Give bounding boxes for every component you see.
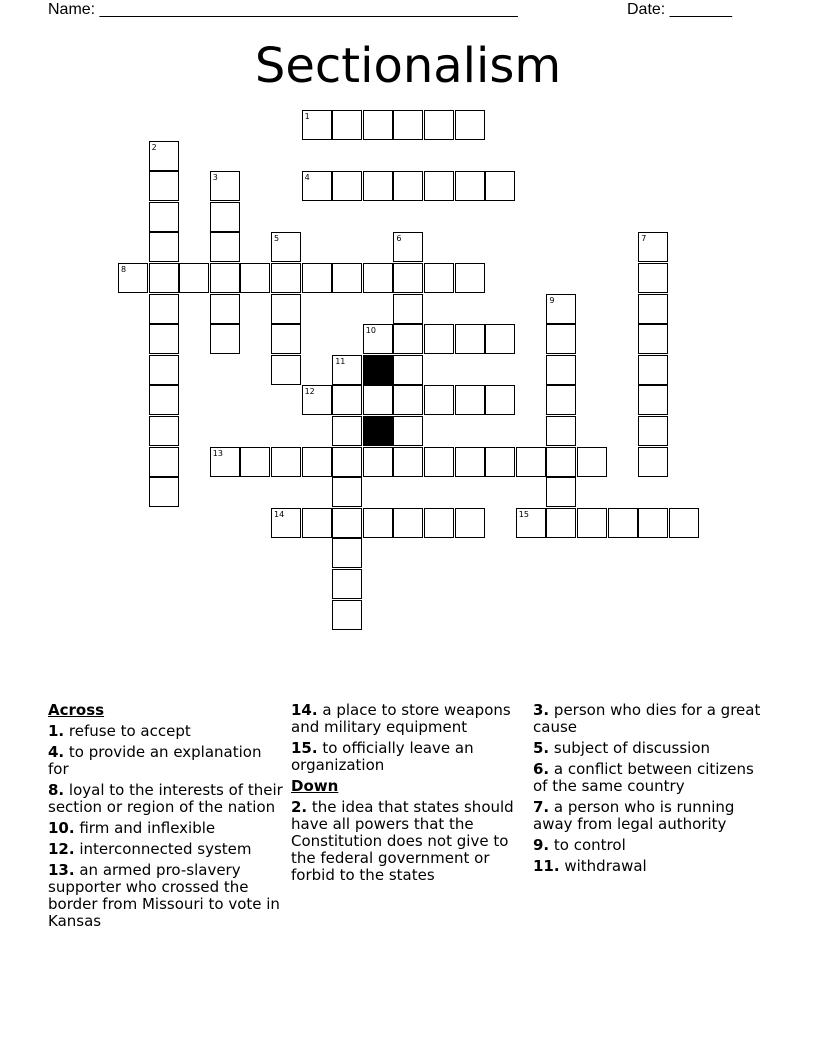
grid-cell[interactable] — [332, 355, 362, 385]
clue-text: to officially leave an organization — [291, 739, 474, 774]
clue-text: subject of discussion — [553, 739, 711, 757]
grid-cell[interactable] — [332, 538, 362, 568]
grid-cell[interactable] — [271, 232, 301, 262]
clue-number-label: 10 — [365, 326, 376, 336]
down-heading: Down — [291, 777, 339, 795]
clue-number: 9. — [533, 836, 550, 854]
grid-cell[interactable] — [149, 447, 179, 477]
clue-number: 5. — [533, 739, 550, 757]
grid-cell[interactable] — [240, 447, 270, 477]
grid-cell[interactable] — [149, 171, 179, 201]
grid-cell[interactable] — [302, 447, 332, 477]
grid-cell[interactable] — [516, 508, 546, 538]
clue-number: 11. — [533, 857, 560, 875]
grid-cell[interactable] — [577, 508, 607, 538]
name-line: Name: _______________________________________________ — [48, 1, 518, 18]
clue-number-label: 6 — [396, 234, 402, 244]
down-clue-11 — [533, 858, 769, 875]
grid-cell[interactable] — [546, 447, 576, 477]
grid-cell[interactable] — [485, 385, 515, 415]
grid-cell[interactable] — [424, 447, 454, 477]
across-clue-15 — [291, 740, 527, 774]
grid-cell[interactable] — [332, 416, 362, 446]
grid-cell[interactable] — [455, 324, 485, 354]
grid-cell[interactable] — [332, 385, 362, 415]
grid-cell[interactable] — [302, 385, 332, 415]
grid-cell[interactable] — [424, 171, 454, 201]
grid-cell[interactable] — [393, 324, 423, 354]
grid-cell[interactable] — [240, 263, 270, 293]
clue-number: 15. — [291, 739, 318, 757]
grid-cell[interactable] — [149, 477, 179, 507]
grid-cell[interactable] — [546, 508, 576, 538]
grid-cell[interactable] — [271, 508, 301, 538]
grid-cell[interactable] — [516, 447, 546, 477]
grid-cell[interactable] — [638, 416, 668, 446]
grid-cell[interactable] — [271, 355, 301, 385]
clues-column-3 — [533, 702, 769, 879]
across-clue-1 — [48, 723, 284, 740]
grid-cell[interactable] — [210, 202, 240, 232]
clue-text: withdrawal — [564, 857, 647, 875]
clue-number: 1. — [48, 722, 65, 740]
grid-cell[interactable] — [179, 263, 209, 293]
clue-text: loyal to the interests of their section or region of the nation — [48, 781, 283, 816]
clue-number: 6. — [533, 760, 550, 778]
grid-cell[interactable] — [271, 263, 301, 293]
grid-cell[interactable] — [271, 447, 301, 477]
grid-cell[interactable] — [149, 385, 179, 415]
grid-cell[interactable] — [271, 324, 301, 354]
grid-cell[interactable] — [210, 263, 240, 293]
clue-number-label: 12 — [304, 387, 315, 397]
grid-cell[interactable] — [455, 385, 485, 415]
grid-cell[interactable] — [302, 110, 332, 140]
grid-cell[interactable] — [393, 355, 423, 385]
grid-cell[interactable] — [638, 263, 668, 293]
grid-cell[interactable] — [485, 324, 515, 354]
clue-text: interconnected system — [79, 840, 252, 858]
grid-cell[interactable] — [669, 508, 699, 538]
grid-cell[interactable] — [332, 263, 362, 293]
grid-cell[interactable] — [332, 477, 362, 507]
clue-number: 3. — [533, 701, 550, 719]
grid-cell[interactable] — [210, 447, 240, 477]
date-line: Date: _______ — [627, 1, 732, 18]
grid-cell[interactable] — [149, 416, 179, 446]
grid-cell[interactable] — [485, 171, 515, 201]
clue-number-label: 4 — [304, 173, 310, 183]
across-clue-4 — [48, 744, 284, 778]
grid-cell[interactable] — [363, 508, 393, 538]
clue-number: 13. — [48, 861, 75, 879]
clue-number-label: 2 — [151, 142, 157, 152]
clue-number-label: 8 — [121, 265, 127, 274]
grid-cell[interactable] — [332, 447, 362, 477]
grid-cell[interactable] — [546, 324, 576, 354]
down-clue-2 — [291, 799, 527, 884]
clue-text: to provide an explanation for — [48, 743, 262, 778]
grid-cell[interactable] — [577, 447, 607, 477]
grid-cell[interactable] — [424, 110, 454, 140]
grid-cell[interactable] — [455, 171, 485, 201]
grid-cell[interactable] — [363, 324, 393, 354]
clues-column-2 — [291, 702, 527, 888]
grid-cell[interactable] — [455, 447, 485, 477]
grid-cell[interactable] — [393, 294, 423, 324]
grid-cell[interactable] — [363, 447, 393, 477]
clue-text: to control — [553, 836, 626, 854]
clue-number-label: 14 — [274, 509, 285, 519]
grid-cell[interactable] — [424, 508, 454, 538]
down-clue-3 — [533, 702, 769, 736]
clue-text: a person who is running away from legal authority — [533, 798, 735, 833]
grid-cell[interactable] — [302, 508, 332, 538]
grid-cell[interactable] — [149, 294, 179, 324]
grid-cell[interactable] — [363, 171, 393, 201]
grid-cell[interactable] — [393, 385, 423, 415]
down-clue-6 — [533, 761, 769, 795]
clue-text: the idea that states should have all powers that the Constitution does not give to the federal government or forbid to the states — [291, 798, 514, 884]
clue-number-label: 1 — [304, 112, 310, 121]
grid-cell[interactable] — [546, 416, 576, 446]
clue-number: 4. — [48, 743, 65, 761]
across-clue-8 — [48, 782, 284, 816]
down-clue-9 — [533, 837, 769, 854]
grid-cell[interactable] — [210, 294, 240, 324]
black-square — [363, 355, 393, 385]
grid-cell[interactable] — [638, 385, 668, 415]
grid-cell[interactable] — [149, 202, 179, 232]
grid-cell[interactable] — [302, 171, 332, 201]
grid-cell[interactable] — [393, 171, 423, 201]
clue-text: firm and inflexible — [79, 819, 216, 837]
grid-cell[interactable] — [638, 508, 668, 538]
clues-column-1 — [48, 702, 284, 934]
clue-text: a place to store weapons and military equipment — [291, 701, 511, 736]
clue-number-label: 5 — [274, 234, 280, 244]
black-square — [363, 416, 393, 446]
clue-number: 2. — [291, 798, 308, 816]
across-clue-14 — [291, 702, 527, 736]
clue-number: 12. — [48, 840, 75, 858]
clue-number-label: 15 — [518, 509, 529, 519]
grid-cell[interactable] — [424, 324, 454, 354]
grid-cell[interactable] — [149, 355, 179, 385]
across-heading: Across — [48, 701, 105, 719]
grid-cell[interactable] — [393, 263, 423, 293]
clue-number: 10. — [48, 819, 75, 837]
grid-cell[interactable] — [363, 263, 393, 293]
clue-text: refuse to accept — [68, 722, 191, 740]
across-clue-13 — [48, 862, 284, 930]
grid-cell[interactable] — [149, 141, 179, 171]
clue-text: an armed pro-slavery supporter who crossed the border from Missouri to vote in Kansas — [48, 861, 280, 930]
grid-cell[interactable] — [332, 110, 362, 140]
grid-cell[interactable] — [546, 477, 576, 507]
grid-cell[interactable] — [638, 324, 668, 354]
clue-number: 14. — [291, 701, 318, 719]
grid-cell[interactable] — [210, 232, 240, 262]
grid-cell[interactable] — [363, 385, 393, 415]
clue-text: person who dies for a great cause — [533, 701, 761, 736]
grid-cell[interactable] — [546, 385, 576, 415]
grid-cell[interactable] — [608, 508, 638, 538]
grid-cell[interactable] — [332, 171, 362, 201]
clue-number: 7. — [533, 798, 550, 816]
down-clue-7 — [533, 799, 769, 833]
grid-cell[interactable] — [455, 508, 485, 538]
grid-cell[interactable] — [455, 263, 485, 293]
clue-number-label: 7 — [641, 234, 647, 244]
grid-cell[interactable] — [393, 232, 423, 262]
page-title: Sectionalism — [254, 38, 562, 94]
grid-cell[interactable] — [638, 232, 668, 262]
grid-cell[interactable] — [546, 294, 576, 324]
across-clue-10 — [48, 820, 284, 837]
grid-cell[interactable] — [455, 110, 485, 140]
grid-cell[interactable] — [332, 569, 362, 599]
clue-number: 8. — [48, 781, 65, 799]
grid-cell[interactable] — [393, 110, 423, 140]
grid-cell[interactable] — [638, 294, 668, 324]
grid-cell[interactable] — [332, 600, 362, 630]
clue-number-label: 11 — [335, 356, 346, 366]
grid-cell[interactable] — [149, 324, 179, 354]
down-clue-5 — [533, 740, 769, 757]
grid-cell[interactable] — [424, 385, 454, 415]
grid-cell[interactable] — [393, 416, 423, 446]
grid-cell[interactable] — [363, 110, 393, 140]
clue-text: a conflict between citizens of the same country — [533, 760, 754, 795]
grid-cell[interactable] — [149, 263, 179, 293]
clue-number-label: 3 — [212, 173, 218, 183]
grid-cell[interactable] — [302, 263, 332, 293]
grid-cell[interactable] — [210, 324, 240, 354]
grid-cell[interactable] — [149, 232, 179, 262]
grid-cell[interactable] — [638, 355, 668, 385]
grid-cell[interactable] — [393, 447, 423, 477]
grid-cell[interactable] — [118, 263, 148, 293]
grid-cell[interactable] — [485, 447, 515, 477]
grid-cell[interactable] — [332, 508, 362, 538]
clue-number-label: 13 — [212, 448, 223, 458]
grid-cell[interactable] — [424, 263, 454, 293]
clue-number-label: 9 — [549, 295, 555, 305]
grid-cell[interactable] — [271, 294, 301, 324]
grid-cell[interactable] — [638, 447, 668, 477]
grid-cell[interactable] — [393, 508, 423, 538]
across-clue-12 — [48, 841, 284, 858]
grid-cell[interactable] — [546, 355, 576, 385]
grid-cell[interactable] — [210, 171, 240, 201]
